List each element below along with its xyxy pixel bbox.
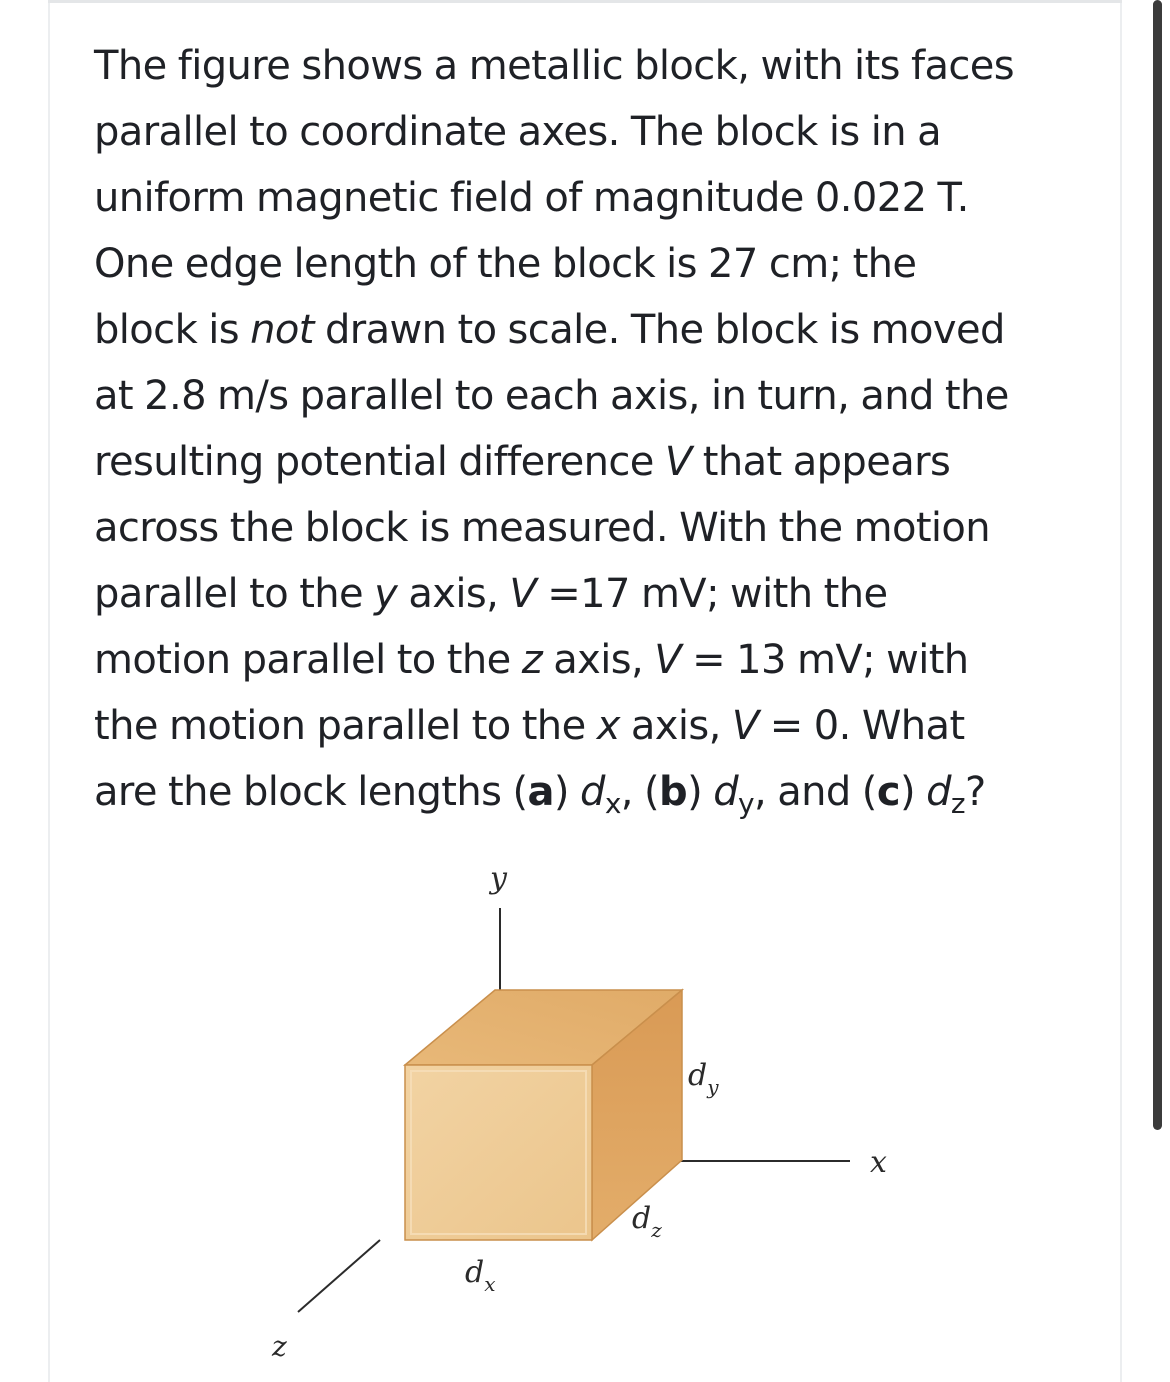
problem-line [94, 495, 1094, 561]
dimension-dz-main: d [632, 1201, 652, 1236]
problem-text-segment: One edge length of the block is 27 cm; the [94, 241, 917, 287]
problem-text-segment: z [950, 787, 965, 820]
problem-line [94, 165, 1094, 231]
problem-text-segment: motion parallel to the [94, 637, 522, 683]
problem-text-segment: axis, [542, 637, 655, 683]
dimension-label-dy [688, 1058, 719, 1099]
problem-text-segment: V [654, 637, 681, 683]
problem-text-segment: ) [687, 769, 714, 815]
problem-text-segment: are the block lengths ( [94, 769, 528, 815]
problem-text-segment: uniform magnetic field of magnitude 0.022 T. [94, 175, 969, 221]
dimension-label-dx [465, 1255, 496, 1296]
problem-line [94, 33, 1094, 99]
block-front-face [405, 1065, 592, 1240]
problem-text-segment: V [509, 571, 537, 617]
problem-statement [94, 33, 1094, 825]
problem-text-segment: d [580, 769, 605, 815]
dimension-dy-main: d [688, 1058, 708, 1093]
dimension-dx-sub: x [484, 1272, 496, 1296]
problem-text-segment: d [713, 769, 739, 815]
problem-text-segment: c [876, 769, 900, 815]
problem-line [94, 363, 1094, 429]
dimension-label-dz [632, 1201, 662, 1242]
z-axis-label: z [272, 1330, 287, 1363]
problem-text-segment: = 13 mV; with [681, 637, 969, 683]
problem-text-segment: ) [899, 769, 927, 815]
problem-text-segment: z [521, 637, 543, 683]
x-axis-label: x [870, 1145, 887, 1180]
problem-line [94, 297, 1094, 363]
block-figure [240, 850, 960, 1380]
problem-text-segment: x [596, 703, 620, 749]
problem-line [94, 231, 1094, 297]
problem-line [94, 429, 1094, 495]
problem-text-segment: not [250, 307, 314, 353]
problem-text-segment: resulting potential difference [94, 439, 665, 485]
problem-text-segment: = 0. What [758, 703, 965, 749]
problem-text-segment: block is [94, 307, 251, 353]
z-axis [298, 1240, 380, 1312]
problem-text-segment: ? [964, 769, 986, 815]
problem-line [94, 759, 1094, 825]
problem-text-segment: ) [553, 769, 581, 815]
problem-text-segment: at 2.8 m/s parallel to each axis, in turn, and the [94, 373, 1009, 419]
problem-text-segment: that appears [691, 439, 951, 485]
problem-text-segment: across the block is measured. With the motion [94, 505, 991, 551]
dimension-dy-sub: y [707, 1075, 719, 1099]
problem-text-segment: axis, [397, 571, 510, 617]
problem-text-segment: axis, [619, 703, 732, 749]
problem-line [94, 99, 1094, 165]
scrollbar[interactable] [1153, 0, 1162, 1130]
dimension-dx-main: d [465, 1255, 485, 1290]
problem-text-segment: parallel to the [94, 571, 375, 617]
problem-text-segment: y [374, 571, 398, 617]
problem-text-segment: , and ( [754, 769, 877, 815]
problem-text-segment: V [664, 439, 692, 485]
problem-text-segment: d [926, 769, 951, 815]
problem-text-segment: x [604, 787, 621, 820]
problem-text-segment: y [738, 787, 754, 820]
problem-text-segment: drawn to scale. The block is moved [313, 307, 1005, 353]
problem-text-segment: the motion parallel to the [94, 703, 597, 749]
problem-text-segment: The figure shows a metallic block, with its faces [94, 43, 1015, 89]
problem-line [94, 627, 1094, 693]
problem-text-segment: parallel to coordinate axes. The block is in a [94, 109, 941, 155]
y-axis-label: y [490, 861, 507, 896]
problem-line [94, 561, 1094, 627]
dimension-dz-sub: z [651, 1218, 662, 1242]
problem-text-segment: a [527, 769, 554, 815]
problem-line [94, 693, 1094, 759]
problem-text-segment: V [731, 703, 759, 749]
problem-text-segment: =17 mV; with the [536, 571, 888, 617]
problem-text-segment: b [659, 769, 688, 815]
problem-text-segment: , ( [620, 769, 660, 815]
